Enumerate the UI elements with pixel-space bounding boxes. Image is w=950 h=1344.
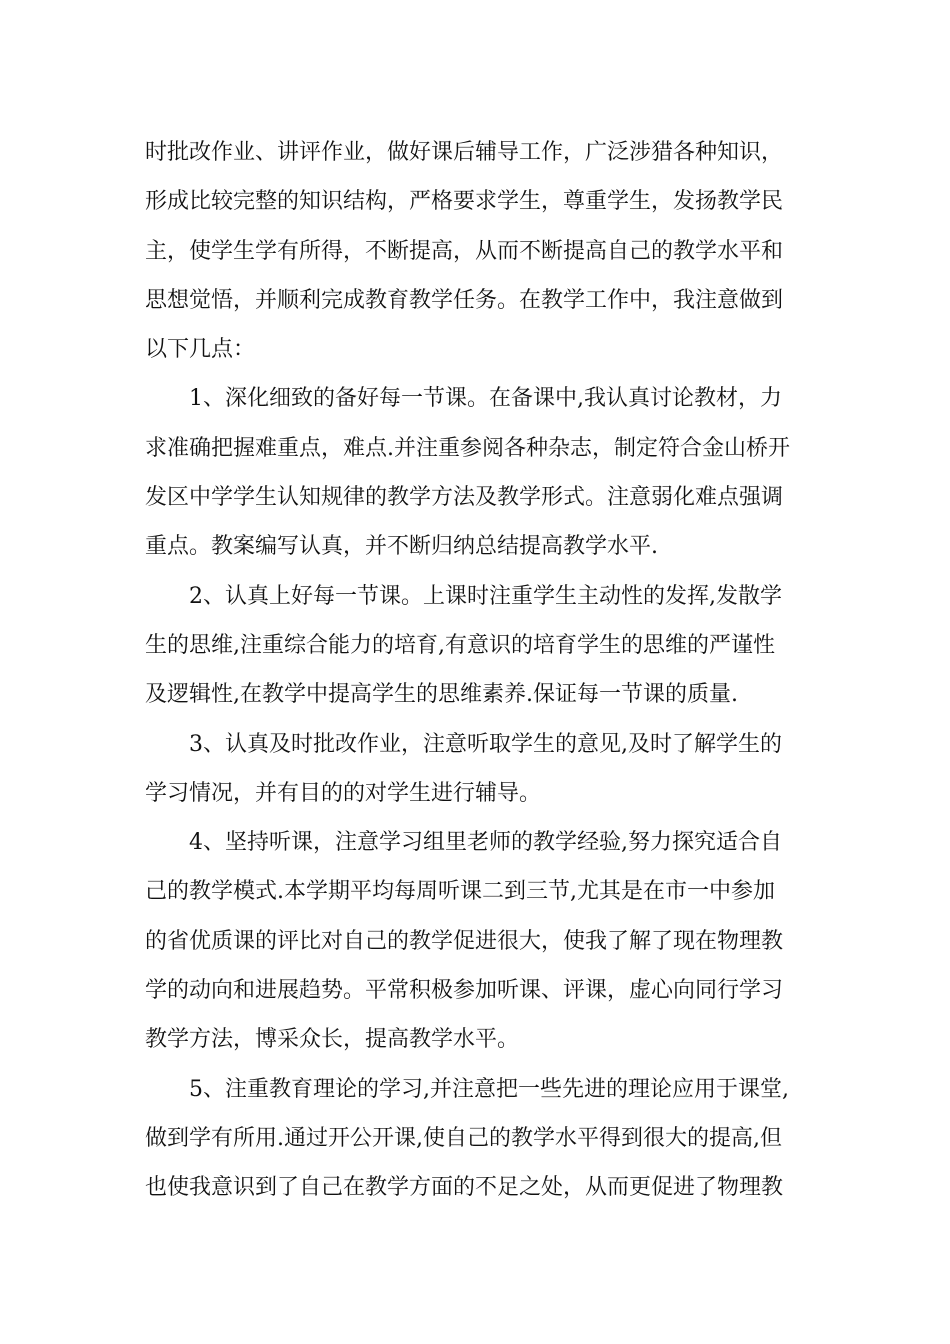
text-line: 做到学有所用.通过开公开课,使自己的教学水平得到很大的提高,但 [145, 1125, 782, 1151]
text-line: 及逻辑性,在教学中提高学生的思维素养.保证每一节课的质量. [145, 682, 738, 708]
document-body [145, 128, 815, 1213]
text-line: 学习情况，并有目的的对学生进行辅导。 [145, 780, 542, 806]
text-line: 学的动向和进展趋势。平常积极参加听课、评课，虚心向同行学习 [145, 978, 784, 1004]
paragraph-start-line: 3、认真及时批改作业，注意听取学生的意见,及时了解学生的 [189, 731, 782, 757]
text-line: 求准确把握难重点，难点.并注重参阅各种杂志，制定符合金山桥开 [145, 435, 790, 461]
paragraph-start-line: 5、注重教育理论的学习,并注意把一些先进的理论应用于课堂, [189, 1076, 789, 1102]
text-line: 教学方法，博采众长，提高教学水平。 [145, 1027, 520, 1053]
text-line: 形成比较完整的知识结构，严格要求学生，尊重学生，发扬教学民 [145, 189, 784, 215]
text-line: 生的思维,注重综合能力的培育,有意识的培育学生的思维的严谨性 [145, 632, 775, 658]
text-line: 重点。教案编写认真，并不断归纳总结提高教学水平. [145, 534, 658, 560]
text-line: 也使我意识到了自己在教学方面的不足之处，从而更促进了物理教 [145, 1175, 784, 1201]
text-line: 以下几点： [145, 337, 256, 363]
text-line: 己的教学模式.本学期平均每周听课二到三节,尤其是在市一中参加 [145, 879, 775, 905]
text-line: 时批改作业、讲评作业，做好课后辅导工作，广泛涉猎各种知识， [145, 140, 784, 165]
text-line: 主，使学生学有所得，不断提高，从而不断提高自己的教学水平和 [145, 238, 784, 264]
paragraph-start-line: 1、深化细致的备好每一节课。在备课中,我认真讨论教材，力 [189, 386, 782, 412]
text-line: 的省优质课的评比对自己的教学促进很大，使我了解了现在物理教 [145, 928, 784, 954]
text-line: 思想觉悟，并顺利完成教育教学任务。在教学工作中，我注意做到 [145, 287, 784, 313]
paragraph-start-line: 2、认真上好每一节课。上课时注重学生主动性的发挥,发散学 [189, 583, 782, 609]
paragraph-start-line: 4、坚持听课，注意学习组里老师的教学经验,努力探究适合自 [189, 830, 782, 856]
text-line: 发区中学学生认知规律的教学方法及教学形式。注意弱化难点强调 [145, 485, 784, 511]
